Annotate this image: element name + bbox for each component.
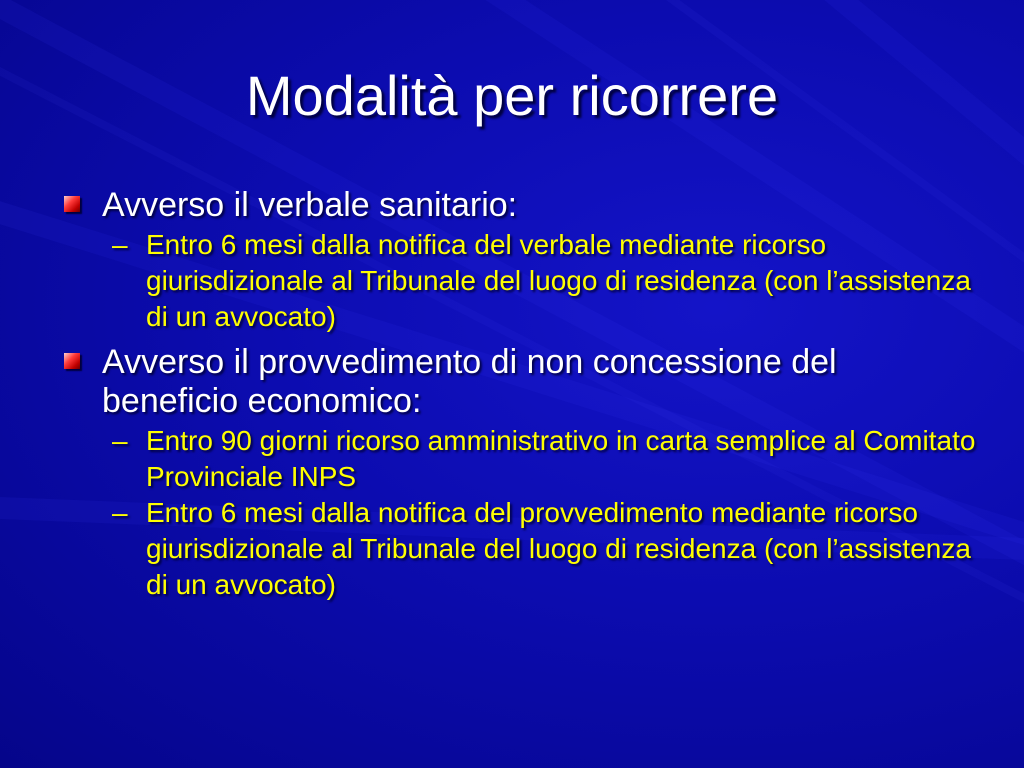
sub-item-provvedimento-1 <box>60 423 980 495</box>
bullet-item-provvedimento <box>60 343 980 421</box>
sub-item-text: Entro 6 mesi dalla notifica del provvedimento mediante ricorso giurisdizionale al Tribunale del luogo di residenza (con l’assistenza di un avvocato) <box>146 497 971 600</box>
dash-marker: – <box>112 497 128 528</box>
red-square-bullet-icon <box>64 353 80 369</box>
sub-item-text: Entro 6 mesi dalla notifica del verbale mediante ricorso giurisdizionale al Tribunale del luogo di residenza (con l’assistenza di un avvocato) <box>146 229 971 332</box>
dash-marker: – <box>112 425 128 456</box>
red-square-bullet-icon <box>64 196 80 212</box>
bullet-item-verbale <box>60 186 980 225</box>
bullet-text: Avverso il verbale sanitario: <box>102 186 518 224</box>
bullet-text: Avverso il provvedimento di non concessione del beneficio economico: <box>102 343 837 420</box>
sub-item-verbale-1 <box>60 227 980 335</box>
sub-item-provvedimento-2 <box>60 495 980 603</box>
slide-title: Modalità per ricorrere <box>245 64 779 127</box>
slide-body <box>60 186 980 603</box>
dash-marker: – <box>112 229 128 260</box>
sub-item-text: Entro 90 giorni ricorso amministrativo in carta semplice al Comitato Provinciale INPS <box>146 425 976 492</box>
